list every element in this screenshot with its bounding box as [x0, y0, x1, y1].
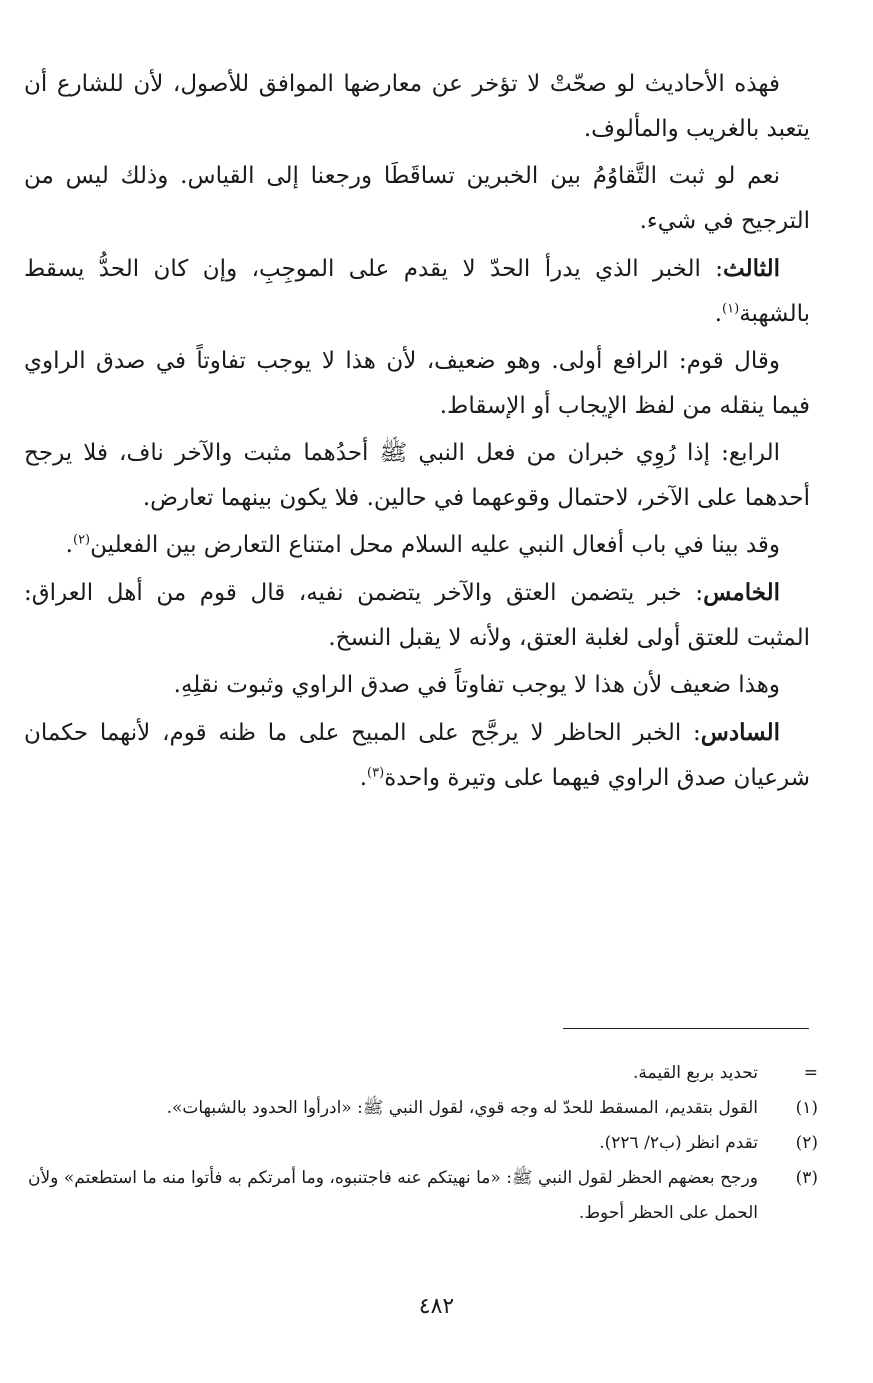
footnote-ref-1[interactable]: (١): [722, 301, 740, 317]
paragraph-6-text: وقد بينا في باب أفعال النبي عليه السلام محل امتناع التعارض بين الفعلين: [90, 532, 780, 558]
section-lead-sixth: السادس: [700, 719, 780, 746]
paragraph-7-text: : خبر يتضمن العتق والآخر يتضمن نفيه، قال قوم من أهل العراق: المثبت للعتق أولى لغلبة العتق، ولأنه لا يقبل النسخ.: [24, 580, 810, 651]
footnote-continuation: [28, 1056, 818, 1091]
paragraph-2: نعم لو ثبت التَّقاوُمُ بين الخبرين تساقَطَا ورجعنا إلى القياس. وذلك ليس من الترجيح في شيء.: [24, 163, 810, 234]
footnote-1: [28, 1091, 818, 1126]
paragraph-9-end: .: [359, 765, 368, 791]
footnote-ref-3[interactable]: (٣): [367, 765, 385, 781]
footnotes-section: [28, 1056, 818, 1231]
paragraph-7: [24, 570, 810, 661]
footnote-marker: =: [803, 1063, 818, 1083]
page-number: ٤٨٢: [418, 1294, 455, 1319]
paragraph-3: [24, 246, 810, 337]
main-text-body: [24, 62, 810, 803]
paragraph-3-end: .: [714, 301, 723, 327]
paragraph-8: وهذا ضعيف لأن هذا لا يوجب تفاوتاً في صدق الراوي وثبوت نقلِهِ.: [173, 672, 780, 698]
paragraph-6-end: .: [65, 532, 73, 558]
section-lead-third: الثالث: [723, 255, 780, 282]
paragraph-3-text: : الخبر الذي يدرأ الحدّ لا يقدم على الموجِبِ، وإن كان الحدُّ يسقط بالشهبة: [24, 256, 810, 327]
paragraph-9: [24, 710, 810, 801]
footnote-text: القول بتقديم، المسقط للحدّ له وجه قوي، لقول النبي ﷺ: «ادرأوا الحدود بالشبهات».: [166, 1098, 758, 1118]
paragraph-5: الرابع: إذا رُوِي خبران من فعل النبي ﷺ أحدُهما مثبت والآخر ناف، فلا يرجح أحدهما على الآخر، لاحتمال وقوعهما في حالين. فلا يكون بينهما تعارض.: [24, 440, 810, 511]
footnote-text: ورجح بعضهم الحظر لقول النبي ﷺ: «ما نهيتكم عنه فاجتنبوه، وما أمرتكم به فأتوا منه ما استطعتم» ولأن الحمل على الحظر أحوط.: [28, 1168, 758, 1223]
paragraph-1: فهذه الأحاديث لو صحّتْ لا تؤخر عن معارضها الموافق للأصول، لأن للشارع أن يتعبد بالغريب والمألوف.: [24, 71, 810, 142]
paragraph-6: [24, 523, 810, 568]
footnote-2: [28, 1126, 818, 1161]
footnote-3: [28, 1161, 818, 1231]
footnote-ref-2[interactable]: (٢): [72, 532, 91, 548]
footnote-marker: (١): [795, 1098, 818, 1118]
footnote-marker: (٢): [795, 1133, 818, 1153]
paragraph-9-text: : الخبر الحاظر لا يرجَّح على المبيح على ما ظنه قوم، لأنهما حكمان شرعيان صدق الراوي فيهما على وتيرة واحدة: [24, 720, 810, 791]
footnote-text: تحديد بربع القيمة.: [633, 1063, 758, 1083]
paragraph-4: وقال قوم: الرافع أولى. وهو ضعيف، لأن هذا لا يوجب تفاوتاً في صدق الراوي فيما ينقله من لفظ الإيجاب أو الإسقاط.: [24, 348, 810, 419]
section-lead-fifth: الخامس: [703, 579, 780, 606]
footnote-text: تقدم انظر (ب٢/ ٢٢٦).: [599, 1133, 758, 1153]
footnote-marker: (٣): [795, 1168, 818, 1188]
footnote-divider: [563, 1028, 809, 1029]
